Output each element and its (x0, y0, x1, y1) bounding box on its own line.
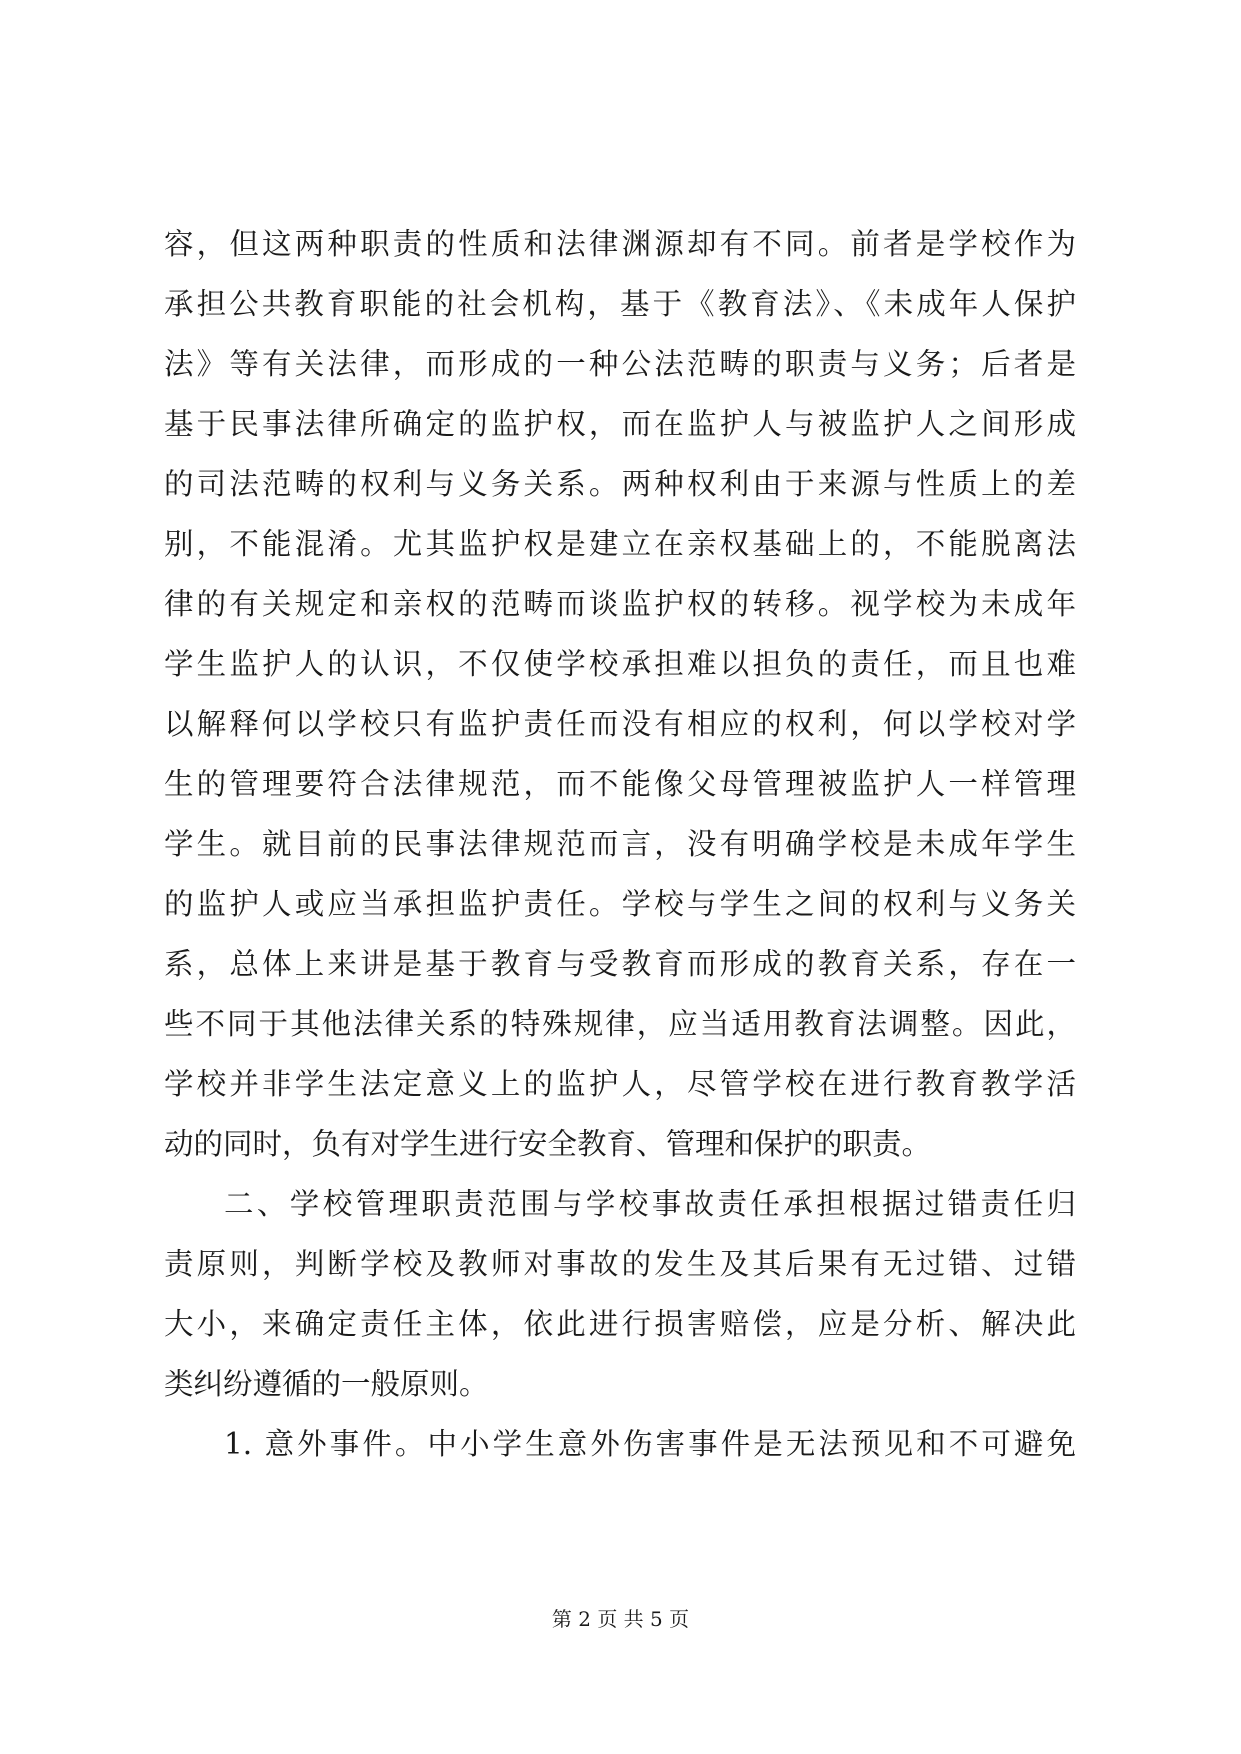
body-text-line: 责原则，判断学校及教师对事故的发生及其后果有无过错、过错 (164, 1247, 1076, 1281)
body-text-line: 容，但这两种职责的性质和法律渊源却有不同。前者是学校作为 (164, 227, 1076, 261)
body-text-line: 别，不能混淆。尤其监护权是建立在亲权基础上的，不能脱离法 (164, 527, 1076, 561)
body-text-line: 法》等有关法律，而形成的一种公法范畴的职责与义务；后者是 (164, 347, 1076, 381)
body-text-line: 以解释何以学校只有监护责任而没有相应的权利，何以学校对学 (164, 707, 1076, 741)
body-text-line: 些不同于其他法律关系的特殊规律，应当适用教育法调整。因此， (164, 1007, 1076, 1041)
body-text-line: 学生监护人的认识，不仅使学校承担难以担负的责任，而且也难 (164, 647, 1076, 681)
body-text-line: 动的同时，负有对学生进行安全教育、管理和保护的职责。 (164, 1127, 932, 1161)
section-heading-line: 二、学校管理职责范围与学校事故责任承担根据过错责任归 (224, 1187, 1076, 1221)
body-text-line: 学生。就目前的民事法律规范而言，没有明确学校是未成年学生 (164, 827, 1076, 861)
body-text-line: 律的有关规定和亲权的范畴而谈监护权的转移。视学校为未成年 (164, 587, 1076, 621)
page-number-footer: 第 2 页 共 5 页 (551, 1607, 690, 1631)
body-text-line: 生的管理要符合法律规范，而不能像父母管理被监护人一样管理 (164, 767, 1076, 801)
body-text-line: 承担公共教育职能的社会机构，基于《教育法》、《未成年人保护 (164, 287, 1076, 321)
body-text-line: 系，总体上来讲是基于教育与受教育而形成的教育关系，存在一 (164, 947, 1076, 981)
list-item-line: 1. 意外事件。中小学生意外伤害事件是无法预见和不可避免 (224, 1427, 1076, 1461)
body-text-line: 的监护人或应当承担监护责任。学校与学生之间的权利与义务关 (164, 887, 1076, 921)
body-text-line: 大小，来确定责任主体，依此进行损害赔偿，应是分析、解决此 (164, 1307, 1076, 1341)
body-text-line: 学校并非学生法定意义上的监护人，尽管学校在进行教育教学活 (164, 1067, 1076, 1101)
body-text-line: 的司法范畴的权利与义务关系。两种权利由于来源与性质上的差 (164, 467, 1076, 501)
body-text-line: 基于民事法律所确定的监护权，而在监护人与被监护人之间形成 (164, 407, 1076, 441)
body-text-line: 类纠纷遵循的一般原则。 (164, 1367, 489, 1401)
